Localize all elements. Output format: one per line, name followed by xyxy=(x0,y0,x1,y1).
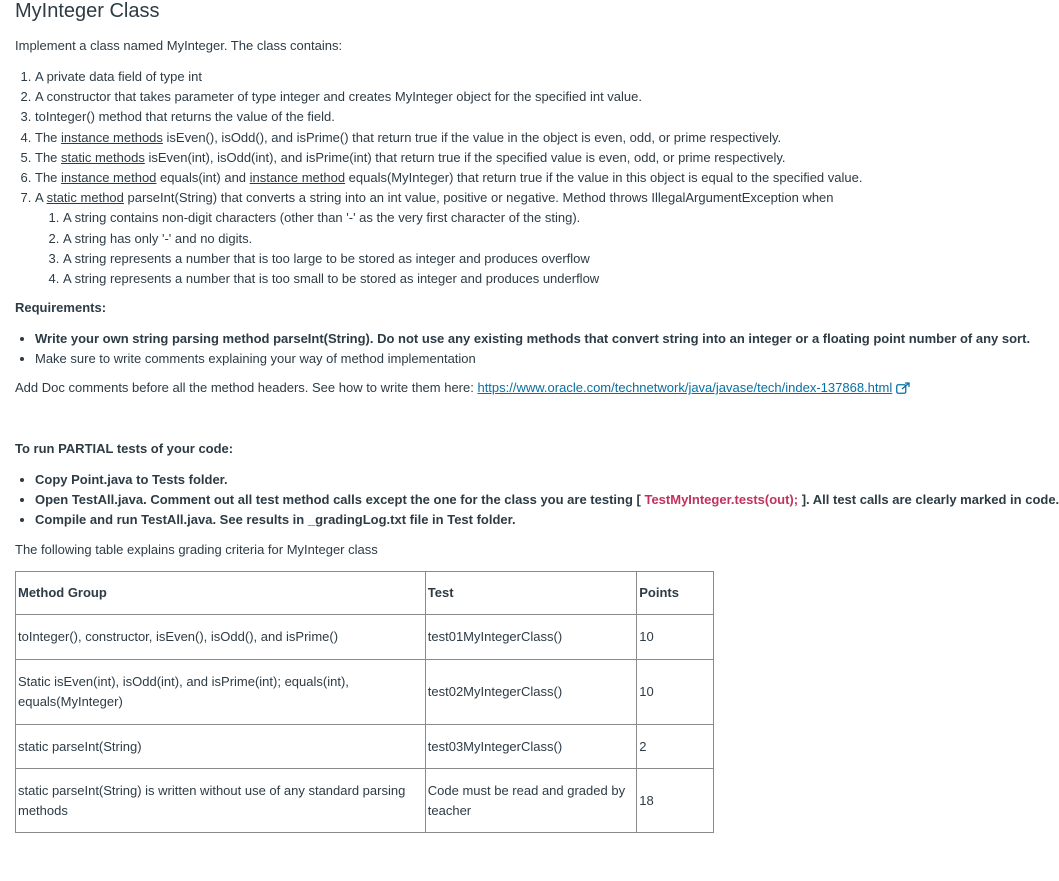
intro-text: Implement a class named MyInteger. The class contains: xyxy=(15,38,343,53)
instance-method-link[interactable]: instance method xyxy=(249,170,346,186)
method-group-cell: toInteger(), constructor, isEven(), isOdd(), and isPrime() xyxy=(16,615,426,660)
static-methods-link[interactable]: static methods xyxy=(61,149,145,165)
external-link-icon[interactable] xyxy=(896,382,910,398)
static-method-link[interactable]: static method xyxy=(46,190,124,206)
list-item: 3. toInteger() method that returns the value of the field. xyxy=(35,107,1025,127)
instance-method-link[interactable]: instance method xyxy=(61,170,157,186)
list-item: 2. A string has only '-' and no digits. xyxy=(63,229,1025,249)
test-cell: Code must be read and graded by teacher xyxy=(425,769,636,833)
points-cell: 10 xyxy=(637,660,714,725)
header-method-group: Method Group xyxy=(16,572,426,615)
exception-conditions-list xyxy=(35,208,1025,289)
list-item: 4. A string represents a number that is too small to be stored as integer and produces underflow xyxy=(63,269,1025,289)
header-test: Test xyxy=(425,572,636,615)
points-cell: 18 xyxy=(637,769,714,833)
table-row xyxy=(16,615,714,660)
table-intro-text: The following table explains grading criteria for MyInteger class xyxy=(15,542,378,557)
list-item: • Compile and run TestAll.java. See results in _gradingLog.txt file in Test folder. xyxy=(35,510,1045,530)
list-item: 1. A private data field of type int xyxy=(35,67,1025,87)
grading-table xyxy=(15,571,714,833)
list-item: • Open TestAll.java. Comment out all test method calls except the one for the class you are testing [ TestMyInteger.tests(out); ]. All test calls are clearly marked in code. xyxy=(35,490,1045,510)
run-tests-list xyxy=(15,470,1059,531)
test-cell: test02MyIntegerClass() xyxy=(425,660,636,725)
list-item: 7. A static method parseInt(String) that converts a string into an int value, positive or negative. Method throws IllegalArgumentException when 1. A string contains non-digit characters (other than '-' as the very first character of the sting). 2. A string has only '-' and no digits. 3. A string represents a number that is too large to be stored as integer and produces overflow 4. A string represents a number that is too small to be stored as integer and produces underflow xyxy=(35,188,1025,289)
oracle-doc-link[interactable]: https://www.oracle.com/technetwork/java/javase/tech/index-137868.html xyxy=(477,380,893,395)
instance-methods-link[interactable]: instance methods xyxy=(61,129,163,145)
table-header-row xyxy=(16,572,714,615)
list-item: 1. A string contains non-digit characters (other than '-' as the very first character of the sting). xyxy=(63,208,1025,228)
method-group-cell: static parseInt(String) is written without use of any standard parsing methods xyxy=(16,769,426,833)
header-points: Points xyxy=(637,572,714,615)
test-cell: test03MyIntegerClass() xyxy=(425,725,636,769)
run-tests-heading: To run PARTIAL tests of your code: xyxy=(15,441,234,456)
list-item: • Write your own string parsing method parseInt(String). Do not use any existing methods that convert string into an integer or a floating point number of any sort. xyxy=(35,329,1035,349)
list-item: • Copy Point.java to Tests folder. xyxy=(35,470,1045,490)
test-cell: test01MyIntegerClass() xyxy=(425,615,636,660)
class-contents-list xyxy=(15,67,1025,289)
doc-comments-note: Add Doc comments before all the method headers. See how to write them here: https://www.oracle.com/technetwork/java/javase/tech/index-137868.html xyxy=(15,380,910,398)
page-title: MyInteger Class xyxy=(15,0,160,22)
table-row xyxy=(16,769,714,833)
table-row xyxy=(16,660,714,725)
test-call-code: TestMyInteger.tests(out); xyxy=(644,492,799,508)
requirements-heading: Requirements: xyxy=(15,300,107,315)
table-row xyxy=(16,725,714,769)
points-cell: 10 xyxy=(637,615,714,660)
list-item: 3. A string represents a number that is too large to be stored as integer and produces overflow xyxy=(63,249,1025,269)
requirements-list xyxy=(15,329,1035,369)
list-item: 5. The static methods isEven(int), isOdd(int), and isPrime(int) that return true if the specified value is even, odd, or prime respectively. xyxy=(35,148,1025,168)
list-item: 6. The instance method equals(int) and instance method equals(MyInteger) that return true if the value in this object is equal to the specified value. xyxy=(35,168,1025,188)
method-group-cell: static parseInt(String) xyxy=(16,725,426,769)
list-item: 4. The instance methods isEven(), isOdd(), and isPrime() that return true if the value in the object is even, odd, or prime respectively. xyxy=(35,128,1025,148)
method-group-cell: Static isEven(int), isOdd(int), and isPrime(int); equals(int), equals(MyInteger) xyxy=(16,660,426,725)
list-item: 2. A constructor that takes parameter of type integer and creates MyInteger object for the specified int value. xyxy=(35,87,1025,107)
points-cell: 2 xyxy=(637,725,714,769)
list-item: • Make sure to write comments explaining your way of method implementation xyxy=(35,349,1035,369)
